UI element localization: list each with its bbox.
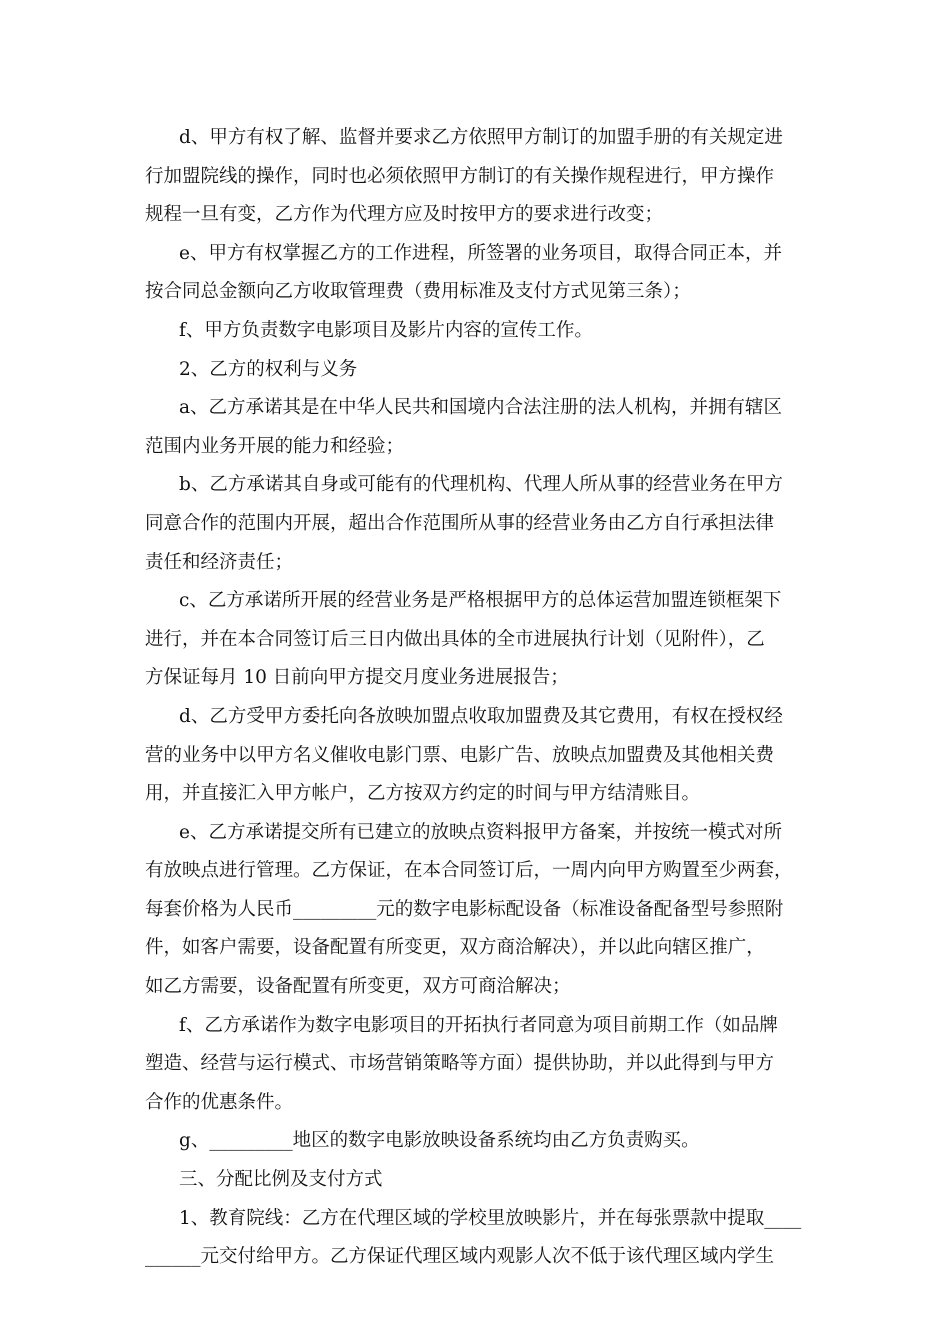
text-line: 规程一旦有变，乙方作为代理方应及时按甲方的要求进行改变；: [145, 204, 664, 226]
text-line: 营的业务中以甲方名义催收电影门票、电影广告、放映点加盟费及其他相关费: [145, 744, 775, 766]
text-line: 件，如客户需要，设备配置有所变更，双方商洽解决），并以此向辖区推广，: [145, 937, 765, 959]
document-body: [145, 119, 805, 1277]
text-line: f、乙方承诺作为数字电影项目的开拓执行者同意为项目前期工作（如品牌: [179, 1014, 778, 1036]
text-line: 范围内业务开展的能力和经验；: [145, 435, 405, 457]
text-line: 每套价格为人民币_________元的数字电影标配设备（标准设备配备型号参照附: [145, 898, 784, 920]
text-line: 责任和经济责任；: [145, 551, 294, 573]
text-line: e、乙方承诺提交所有已建立的放映点资料报甲方备案，并按统一模式对所: [179, 821, 782, 843]
text-line: ______元交付给甲方。乙方保证代理区域内观影人次不低于该代理区域内学生: [145, 1246, 775, 1268]
text-line: 按合同总金额向乙方收取管理费（费用标准及支付方式见第三条）；: [145, 281, 691, 303]
text-line: 有放映点进行管理。乙方保证，在本合同签订后，一周内向甲方购置至少两套，: [145, 860, 793, 882]
text-line: d、乙方受甲方委托向各放映加盟点收取加盟费及其它费用，有权在授权经: [179, 705, 783, 727]
text-line: 如乙方需要，设备配置有所变更，双方可商洽解决；: [145, 976, 571, 998]
text-line: 进行，并在本合同签订后三日内做出具体的全市进展执行计划（见附件），乙: [145, 628, 765, 650]
text-line: 1、教育院线：乙方在代理区域的学校里放映影片，并在每张票款中提取____: [179, 1207, 802, 1229]
text-line: c、乙方承诺所开展的经营业务是严格根据甲方的总体运营加盟连锁框架下: [179, 590, 782, 612]
text-line: 方保证每月 10 日前向甲方提交月度业务进展报告；: [145, 667, 569, 689]
text-line: 合作的优惠条件。: [145, 1091, 294, 1113]
text-line: 行加盟院线的操作，同时也必须依照甲方制订的有关操作规程进行，甲方操作: [145, 165, 775, 187]
text-line: b、乙方承诺其自身或可能有的代理机构、代理人所从事的经营业务在甲方: [179, 474, 783, 496]
text-line: a、乙方承诺其是在中华人民共和国境内合法注册的法人机构，并拥有辖区: [179, 397, 783, 419]
text-line: g、_________地区的数字电影放映设备系统均由乙方负责购买。: [179, 1130, 700, 1152]
text-line: 用，并直接汇入甲方帐户，乙方按双方约定的时间与甲方结清账目。: [145, 783, 701, 805]
text-line: 2、乙方的权利与义务: [179, 358, 358, 380]
text-line: 塑造、经营与运行模式、市场营销策略等方面）提供协助，并以此得到与甲方: [145, 1053, 775, 1075]
text-line: f、甲方负责数字电影项目及影片内容的宣传工作。: [179, 319, 593, 341]
text-line: 同意合作的范围内开展，超出合作范围所从事的经营业务由乙方自行承担法律: [145, 512, 775, 534]
text-line: e、甲方有权掌握乙方的工作进程，所签署的业务项目，取得合同正本，并: [179, 242, 782, 264]
text-line: 三、分配比例及支付方式: [179, 1169, 383, 1191]
text-line: d、甲方有权了解、监督并要求乙方依照甲方制订的加盟手册的有关规定进: [179, 127, 783, 148]
